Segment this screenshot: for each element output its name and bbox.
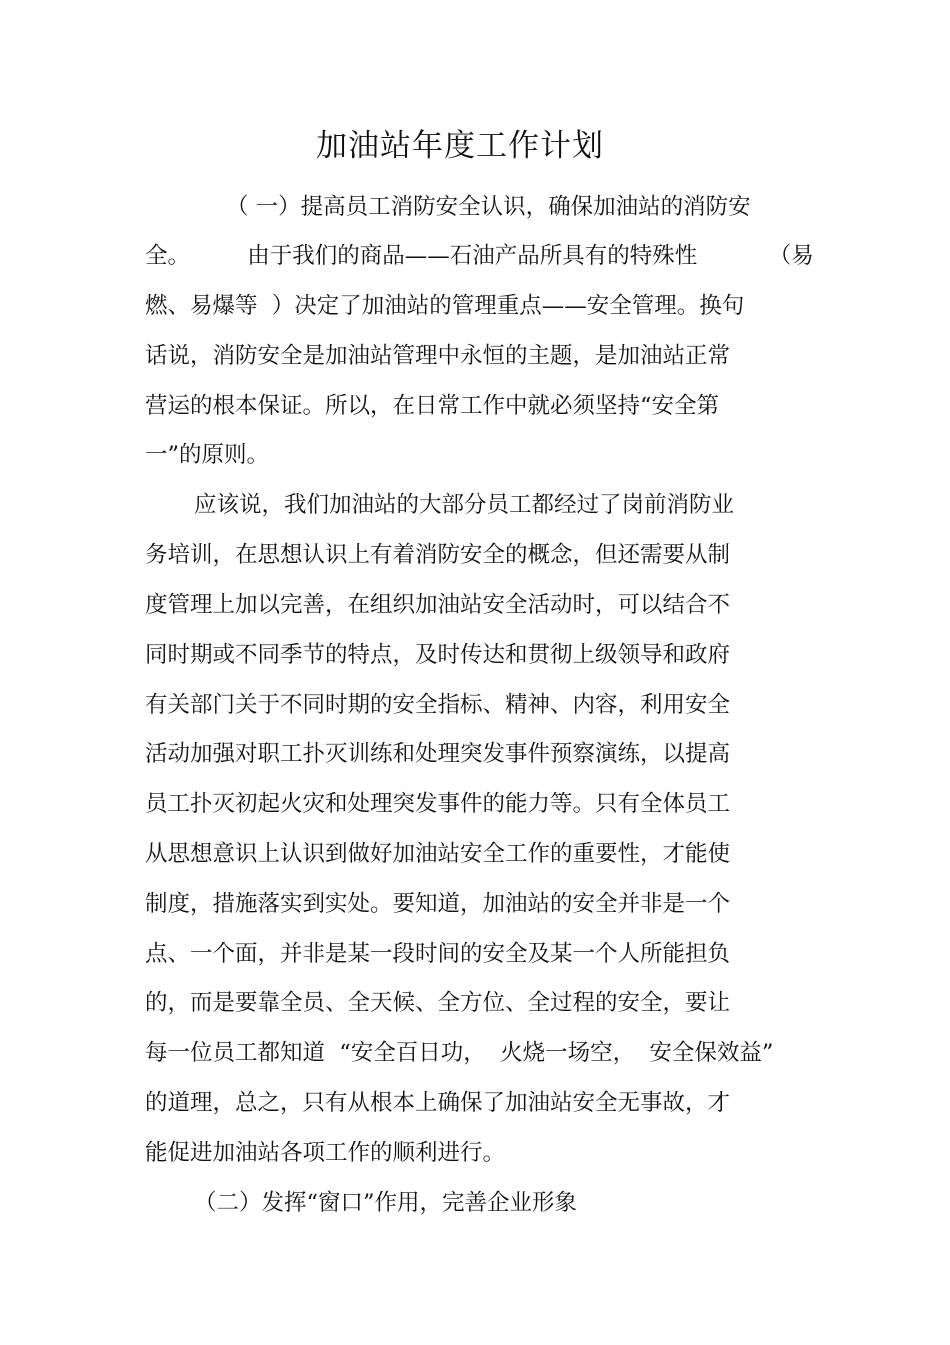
- paragraph2-line-8: 从思想意识上认识到做好加油站安全工作的重要性，才能使: [145, 841, 731, 867]
- paragraph2-line-1: 应该说，我们加油站的大部分员工都经过了岗前消防业: [194, 492, 735, 518]
- paragraph2-line-3: 度管理上加以完善，在组织加油站安全活动时，可以结合不: [145, 592, 731, 618]
- paragraph2-line-12: 每一位员工都知道 “安全百日功， 火烧一场空， 安全保效益”: [145, 1040, 774, 1066]
- paragraph2-line-5: 有关部门关于不同时期的安全指标、精神、内容，利用安全: [145, 692, 731, 718]
- paragraph2-line-4: 同时期或不同季节的特点，及时传达和贯彻上级领导和政府: [145, 642, 731, 668]
- paragraph2-line-6: 活动加强对职工扑灭训练和处理突发事件预察演练，以提高: [145, 741, 731, 767]
- section1-line-4: 话说，消防安全是加油站管理中永恒的主题，是加油站正常: [145, 343, 731, 369]
- document-title: 加油站年度工作计划: [316, 128, 604, 164]
- paragraph2-line-7: 员工扑灭初起火灾和处理突发事件的能力等。只有全体员工: [145, 791, 731, 817]
- paragraph2-line-14: 能促进加油站各项工作的顺利进行。: [145, 1140, 506, 1166]
- paragraph2-line-13: 的道理，总之，只有从根本上确保了加油站安全无事故，才: [145, 1090, 731, 1116]
- section1-line-2: 全。 由于我们的商品——石油产品所具有的特殊性 （易: [145, 243, 814, 269]
- section2-heading: （二）发挥“窗口”作用，完善企业形象: [194, 1190, 578, 1216]
- section1-line-1: （ 一）提高员工消防安全认识，确保加油站的消防安: [226, 194, 751, 220]
- section1-line-3: 燃、易爆等 ）决定了加油站的管理重点——安全管理。换句: [145, 293, 745, 319]
- section1-line-5: 营运的根本保证。所以，在日常工作中就必须坚持“安全第: [145, 393, 720, 419]
- paragraph2-line-10: 点、一个面，并非是某一段时间的安全及某一个人所能担负: [145, 941, 731, 967]
- paragraph2-line-11: 的，而是要靠全员、全天候、全方位、全过程的安全，要让: [145, 990, 731, 1016]
- paragraph2-line-2: 务培训，在思想认识上有着消防安全的概念，但还需要从制: [145, 542, 731, 568]
- paragraph2-line-9: 制度，措施落实到实处。要知道，加油站的安全并非是一个: [145, 891, 731, 917]
- section1-line-6: 一”的原则。: [145, 442, 270, 468]
